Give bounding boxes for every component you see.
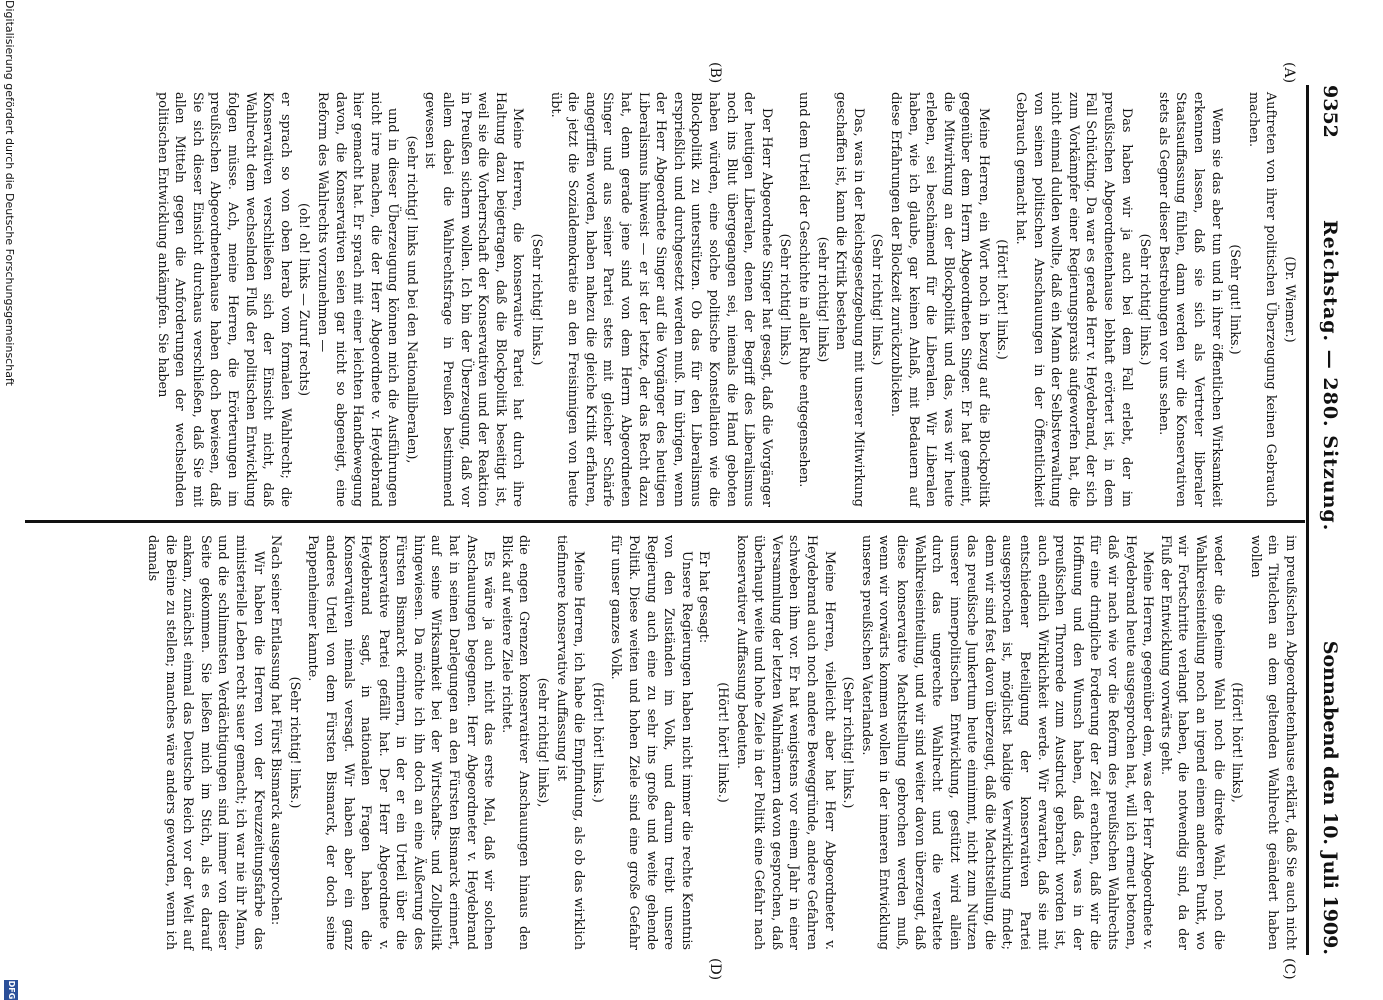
interjection: (Hört! hört! links.) xyxy=(994,239,1010,360)
interjection: (Sehr richtig! links.) xyxy=(1137,233,1153,366)
interjection: (Sehr richtig! links.) xyxy=(529,233,545,366)
paragraph: Meine Herren, vielleicht aber hat Herr Abgeordneter v. Heydebrand auch noch andere Beweggründe, andere Gefahren schweben ihm vor. Er hat wenigstens vor einem Jahr in einer Versammlung der letzten Wahlmännern davon gesprochen, daß überhaupt weite und hohe Ziele in der Politik eine Gefahr nach konservativer Auffassung bedeuten. xyxy=(733,535,837,950)
right-column xyxy=(143,535,1299,950)
page-footer xyxy=(0,0,18,1000)
interjection: (Sehr richtig! links.) xyxy=(777,233,793,366)
paragraph: Wenn sie das aber tun und in ihrer öffentlichen Wirksamkeit erkennen lassen, daß sie sich als Vertreter liberaler Staatsauffassung fühlen, dann werden wir die Konservativen stets als Gegner dieser Bestrebungen vor uns sehen. xyxy=(1155,92,1224,507)
quotation: Wir haben die Herren von der Kreuzzeitungsfarbe das ministerielle Leben recht sauer gemacht; ich war nie ihr Mann, und die schlimmsten Verdächtigungen sind immer von dieser Seite gekommen. Sie ließen mich im Stich, als es darauf ankam, zunächst einmal das Deutsche Reich vor der Welt auf die Beine zu stellen; manches wäre anders geworden, wenn ich damals xyxy=(145,535,266,950)
header-rule xyxy=(1306,85,1309,955)
margin-marker-a: (A) xyxy=(1281,62,1297,84)
interjection: (Sehr gut! links.) xyxy=(1227,244,1243,355)
interjection: (Hört! hört! links), xyxy=(1229,682,1245,803)
page-header xyxy=(1311,85,1343,955)
session-title: Reichstag. — 280. Sitzung. xyxy=(1319,220,1341,532)
paragraph: weder die geheime Wahl noch die direkte Wahl, noch die Wahlkreiseinteilung noch an irgend einem anderen Punkt, wo wir Fortschritte verlangt haben, die notwendig sind, da der Fluß der Entwicklung vorwärts geht. xyxy=(1157,535,1226,950)
margin-marker-c: (C) xyxy=(1281,958,1297,980)
paragraph: Es wäre ja auch nicht das erste Mal, daß wir solchen Anschauungen begegnen. Herr Abgeordneter v. Heydebrand hat in seinen Darlegungen an den Fürsten Bismarck erinnert, auf seine Wirksamkeit bei der Wirtschafts- und Zollpolitik hingewiesen. Da möchte ich ihn doch an eine Äußerung des Fürsten Bismarck erinnern, in der er ein Urteil über die konservative Partei gefällt hat. Der Herr Abgeordnete v. Heydebrand sagt, in nationalen Fragen haben die Konservativen niemals versagt. Wir haben aber ein ganz anderes Urteil von dem Fürsten Bismarck, der doch seine Pappenheimer kannte. xyxy=(305,535,497,950)
interjection: (Hört! hört! links.) xyxy=(589,682,605,803)
page-number: 9352 xyxy=(1319,85,1341,138)
paragraph: Nach seiner Entlassung hat Fürst Bismarck ausgesprochen: xyxy=(268,535,284,926)
paragraph: er sprach so von oben herab vom formalen Wahlrecht; die Konservativen verschließen sich der Einsicht nicht, daß Wahlrecht dem wechselnden Fluß der politischen Entwicklung folgen müsse. Ach, meine Herren, die Erörterungen im preußischen Abgeordnetenhause haben doch bewiesen, daß Sie sich dieser Einsicht durchaus verschließen, daß Sie mit allen Mitteln gegen die Anforderungen der wechselnden politischen Entwicklung ankämpfen. Sie haben xyxy=(154,92,293,507)
interjection: (oh! oh! links — Zuruf rechts) xyxy=(296,202,312,397)
interjection: (Hört! hört! links.) xyxy=(715,682,730,803)
interjection: (sehr richtig! links), xyxy=(535,677,551,808)
paragraph: Meine Herren, die konservative Partei hat durch ihre Haltung dazu beigetragen, daß die Blockpolitik beseitigt ist, weil sie die Vorherrschaft der Konservativen und der Reaktion in Preußen sichern wollen. Ich bin der Überzeugung, daß vor allem dabei die Wahlrechtsfrage in Preußen bestimmend gewesen ist xyxy=(422,92,526,507)
column-divider xyxy=(25,520,1305,523)
digitization-credit: Digitalisierung gefördert durch die Deutsche Forschungsgemeinschaft xyxy=(3,0,16,386)
paragraph: Meine Herren, gegenüber dem, was der Herr Abgeordnete v. Heydebrand heute ausgesprochen hat, will ich erneut betonen, daß wir nach wie vor die Reform des preußischen Wahlrechts für eine dringliche Forderung der Zeit erachten, daß wir die Hoffnung und den Wunsch haben, daß das, was in der preußischen Thronrede zum Ausdruck gebracht worden ist, auch endlich Wirklichkeit werde. Wir erwarten, daß sie mit entschiedener Beteiligung der konservativen Partei ausgesprochen ist, möglichst baldige Verwirklichung findet; denn wir sind fest davon überzeugt, daß die Machtstellung, die das preußische Junkertum heute einnimmt, nicht zum Nutzen unserer innerpolitischen Entwicklung, gestützt wird allein durch das ungerechte Wahlrecht und die veraltete Wahlkreiseinteilung, und wir sind weiter davon überzeugt, daß diese konservative Machtstellung gebrochen werden muß, wenn wir vorwärts kommen wollen in der inneren Entwicklung unseres preußischen Vaterlandes. xyxy=(858,535,1156,950)
paragraph: und dem Urteil der Geschichte in aller Ruhe entgegensehen. xyxy=(795,92,811,488)
left-column xyxy=(153,92,1299,507)
paragraph: und in dieser Überzeugung können mich die Ausführungen nicht irre machen, die der Herr Abgeordnete v. Heydebrand hier gemacht hat. Er sprach mit einer leichten Handbewegung davon, die Konservativen seien gar nicht so abgeneigt, eine Reform des Wahlrechts vorzunehmen — xyxy=(314,92,401,507)
interjection: (sehr richtig! links) xyxy=(814,236,830,363)
paragraph: die engen Grenzen konservativer Anschauungen hinaus den Blick auf weitere Ziele richtet. xyxy=(498,535,532,950)
paragraph: Das haben wir ja auch bei dem Fall erlebt, der im preußischen Abgeordnetenhause lebhaft erörtert ist, in dem Fall Schücking. Da war es gerade Herr v. Heydebrand, der sich zum Vorkämpfer einer Regierungspraxis aufgeworfen hat, die nicht einmal dulden wollte, daß ein Mann der Selbstverwaltung von seinen politischen Anschauungen in der Öffentlichkeit Gebrauch gemacht hat. xyxy=(1013,92,1134,507)
quotation: Unsere Regierungen haben nicht immer die rechte Kenntnis von den Zuständen im Volk, und darum treibt unsere Regierung auch eine zu sehr ins große und weite gehende Politik. Diese weiten und hohen Ziele sind eine große Gefahr für unser ganzes Volk. xyxy=(608,535,694,950)
paragraph: Der Herr Abgeordnete Singer hat gesagt, daß die Vorgänger der heutigen Liberalen, denen der Begriff des Liberalismus noch ins Blut übergegangen sei, niemals die Hand geboten haben würden, eine solche politische Konstellation wie die Blockpolitik zu unterstützen. Ob das für den Liberalismus ersprießlich und durchgesetzt werden muß. Im übrigen, wenn der Herr Abgeordnete Singer auf die Vorgänger des heutigen Liberalismus hinweist — er ist der letzte, der das Recht dazu hat, denn gerade jene sind von dem Herrn Abgeordneten Singer und aus seiner Partei stets mit gleicher Schärfe angegriffen worden, haben nahezu die gleiche Kritik erfahren, die jetzt die Sozialdemokratie an den Freisinnigen von heute übt. xyxy=(547,92,774,507)
margin-marker-d: (D) xyxy=(707,958,723,981)
dfg-logo: DFG xyxy=(4,980,18,1000)
paragraph: Meine Herren, ich habe die Empfindung, als ob das wirklich tiefinnere konservative Auffassung ist xyxy=(553,535,587,950)
paragraph: Meine Herren, ein Wort noch in bezug auf die Blockpolitik gegenüber dem Herrn Abgeordneten Singer. Er hat gemeint, die Mitwirkung an der Blockpolitik und das, was wir heute erleben, sei beschämend für die Liberalen. Wir Liberalen haben, wie ich glaube, gar keinen Anlaß, mit Bedauern auf diese Erfahrungen der Blockzeit zurückzublicken. xyxy=(887,92,991,507)
paragraph: Auftreten von ihrer politischen Überzeugung keinen Gebrauch machen. xyxy=(1245,92,1279,507)
paragraph: Er hat gesagt: xyxy=(696,551,712,644)
interjection: (Sehr richtig! links.) xyxy=(286,676,302,809)
session-date: Sonnabend den 10. Juli 1909. xyxy=(1319,640,1341,955)
paragraph: im preußischen Abgeordnetenhause erklärt, daß Sie auch nicht ein Titelchen an dem geltenden Wahlrecht geändert haben wollen xyxy=(1247,535,1298,950)
paragraph: Das, was in der Reichsgesetzgebung mit unserer Mitwirkung geschaffen ist, kann die Kritik bestehen xyxy=(833,92,866,507)
speaker-name: (Dr. Wiemer.) xyxy=(1282,256,1297,343)
interjection: (Sehr richtig! links.) xyxy=(840,676,856,809)
interjection: (Sehr richtig! links.) xyxy=(869,233,885,366)
margin-marker-b: (B) xyxy=(707,62,723,84)
interjection: (sehr richtig! links und bei den Nationalliberalen), xyxy=(403,135,419,464)
